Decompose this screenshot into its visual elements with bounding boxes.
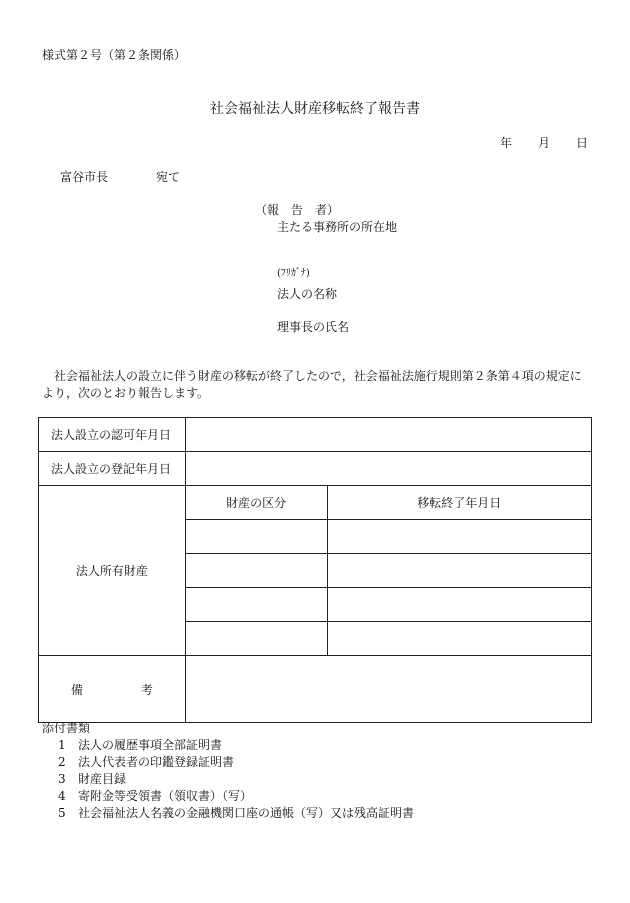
list-item bbox=[42, 805, 414, 822]
list-item bbox=[42, 737, 414, 754]
attachment-text: 法人の履歴事項全部証明書 bbox=[78, 738, 223, 752]
transfer-end-date-cell[interactable] bbox=[327, 520, 591, 554]
attachment-text: 法人代表者の印鑑登録証明書 bbox=[78, 755, 235, 769]
attachment-number: 4 bbox=[58, 789, 66, 803]
transfer-end-date-header: 移転終了年月日 bbox=[327, 486, 591, 520]
list-item bbox=[42, 754, 414, 771]
attachments-section bbox=[42, 720, 414, 822]
attachment-number: 2 bbox=[58, 755, 66, 769]
approval-date-field[interactable] bbox=[185, 418, 591, 452]
table-row bbox=[39, 452, 592, 486]
attachment-text: 寄附金等受領書（領収書）（写） bbox=[78, 789, 253, 803]
addressee: 富谷市長 bbox=[60, 170, 109, 184]
property-class-cell[interactable] bbox=[185, 622, 327, 656]
remarks-field[interactable] bbox=[185, 656, 591, 723]
property-class-cell[interactable] bbox=[185, 588, 327, 622]
transfer-end-date-cell[interactable] bbox=[327, 554, 591, 588]
attachment-number: 5 bbox=[58, 806, 66, 820]
remarks-label bbox=[39, 656, 186, 723]
furigana-label: (ﾌﾘｶﾞﾅ) bbox=[277, 268, 310, 279]
attachment-text: 財産目録 bbox=[78, 772, 127, 786]
remarks-label-char-2: 考 bbox=[140, 682, 153, 697]
list-item bbox=[42, 771, 414, 788]
attachment-text: 社会福祉法人名義の金融機関口座の通帳（写）又は残高証明書 bbox=[78, 806, 415, 820]
date-month-label: 月 bbox=[538, 136, 551, 150]
attachments-title: 添付書類 bbox=[42, 721, 91, 735]
list-item bbox=[42, 788, 414, 805]
form-number-label: 様式第２号（第２条関係） bbox=[42, 48, 187, 62]
attachment-number: 1 bbox=[58, 738, 66, 752]
property-label: 法人所有財産 bbox=[39, 486, 186, 656]
document-title: 社会福祉法人財産移転終了報告書 bbox=[210, 101, 420, 117]
transfer-end-date-cell[interactable] bbox=[327, 588, 591, 622]
office-address-label: 主たる事務所の所在地 bbox=[277, 220, 398, 234]
attachment-number: 3 bbox=[58, 772, 66, 786]
remarks-label-char-1: 備 bbox=[70, 682, 83, 697]
approval-date-label: 法人設立の認可年月日 bbox=[39, 418, 186, 452]
property-class-header: 財産の区分 bbox=[185, 486, 327, 520]
transfer-end-date-cell[interactable] bbox=[327, 622, 591, 656]
table-row bbox=[39, 656, 592, 723]
director-name-label: 理事長の氏名 bbox=[277, 320, 350, 334]
report-body-text: 社会福祉法人の設立に伴う財産の移転が終了したので，社会福祉法施行規則第２条第４項の規定により，次のとおり報告します。 bbox=[42, 369, 582, 400]
registration-date-label: 法人設立の登記年月日 bbox=[39, 452, 186, 486]
reporter-heading: （報 告 者） bbox=[255, 203, 340, 217]
registration-date-field[interactable] bbox=[185, 452, 591, 486]
table-row bbox=[39, 486, 592, 520]
date-year-label: 年 bbox=[500, 136, 513, 150]
corporation-name-label: 法人の名称 bbox=[277, 287, 338, 301]
table-row bbox=[39, 418, 592, 452]
property-class-cell[interactable] bbox=[185, 554, 327, 588]
date-day-label: 日 bbox=[576, 136, 589, 150]
report-table bbox=[38, 417, 592, 723]
addressee-suffix: 宛て bbox=[156, 170, 181, 184]
property-class-cell[interactable] bbox=[185, 520, 327, 554]
